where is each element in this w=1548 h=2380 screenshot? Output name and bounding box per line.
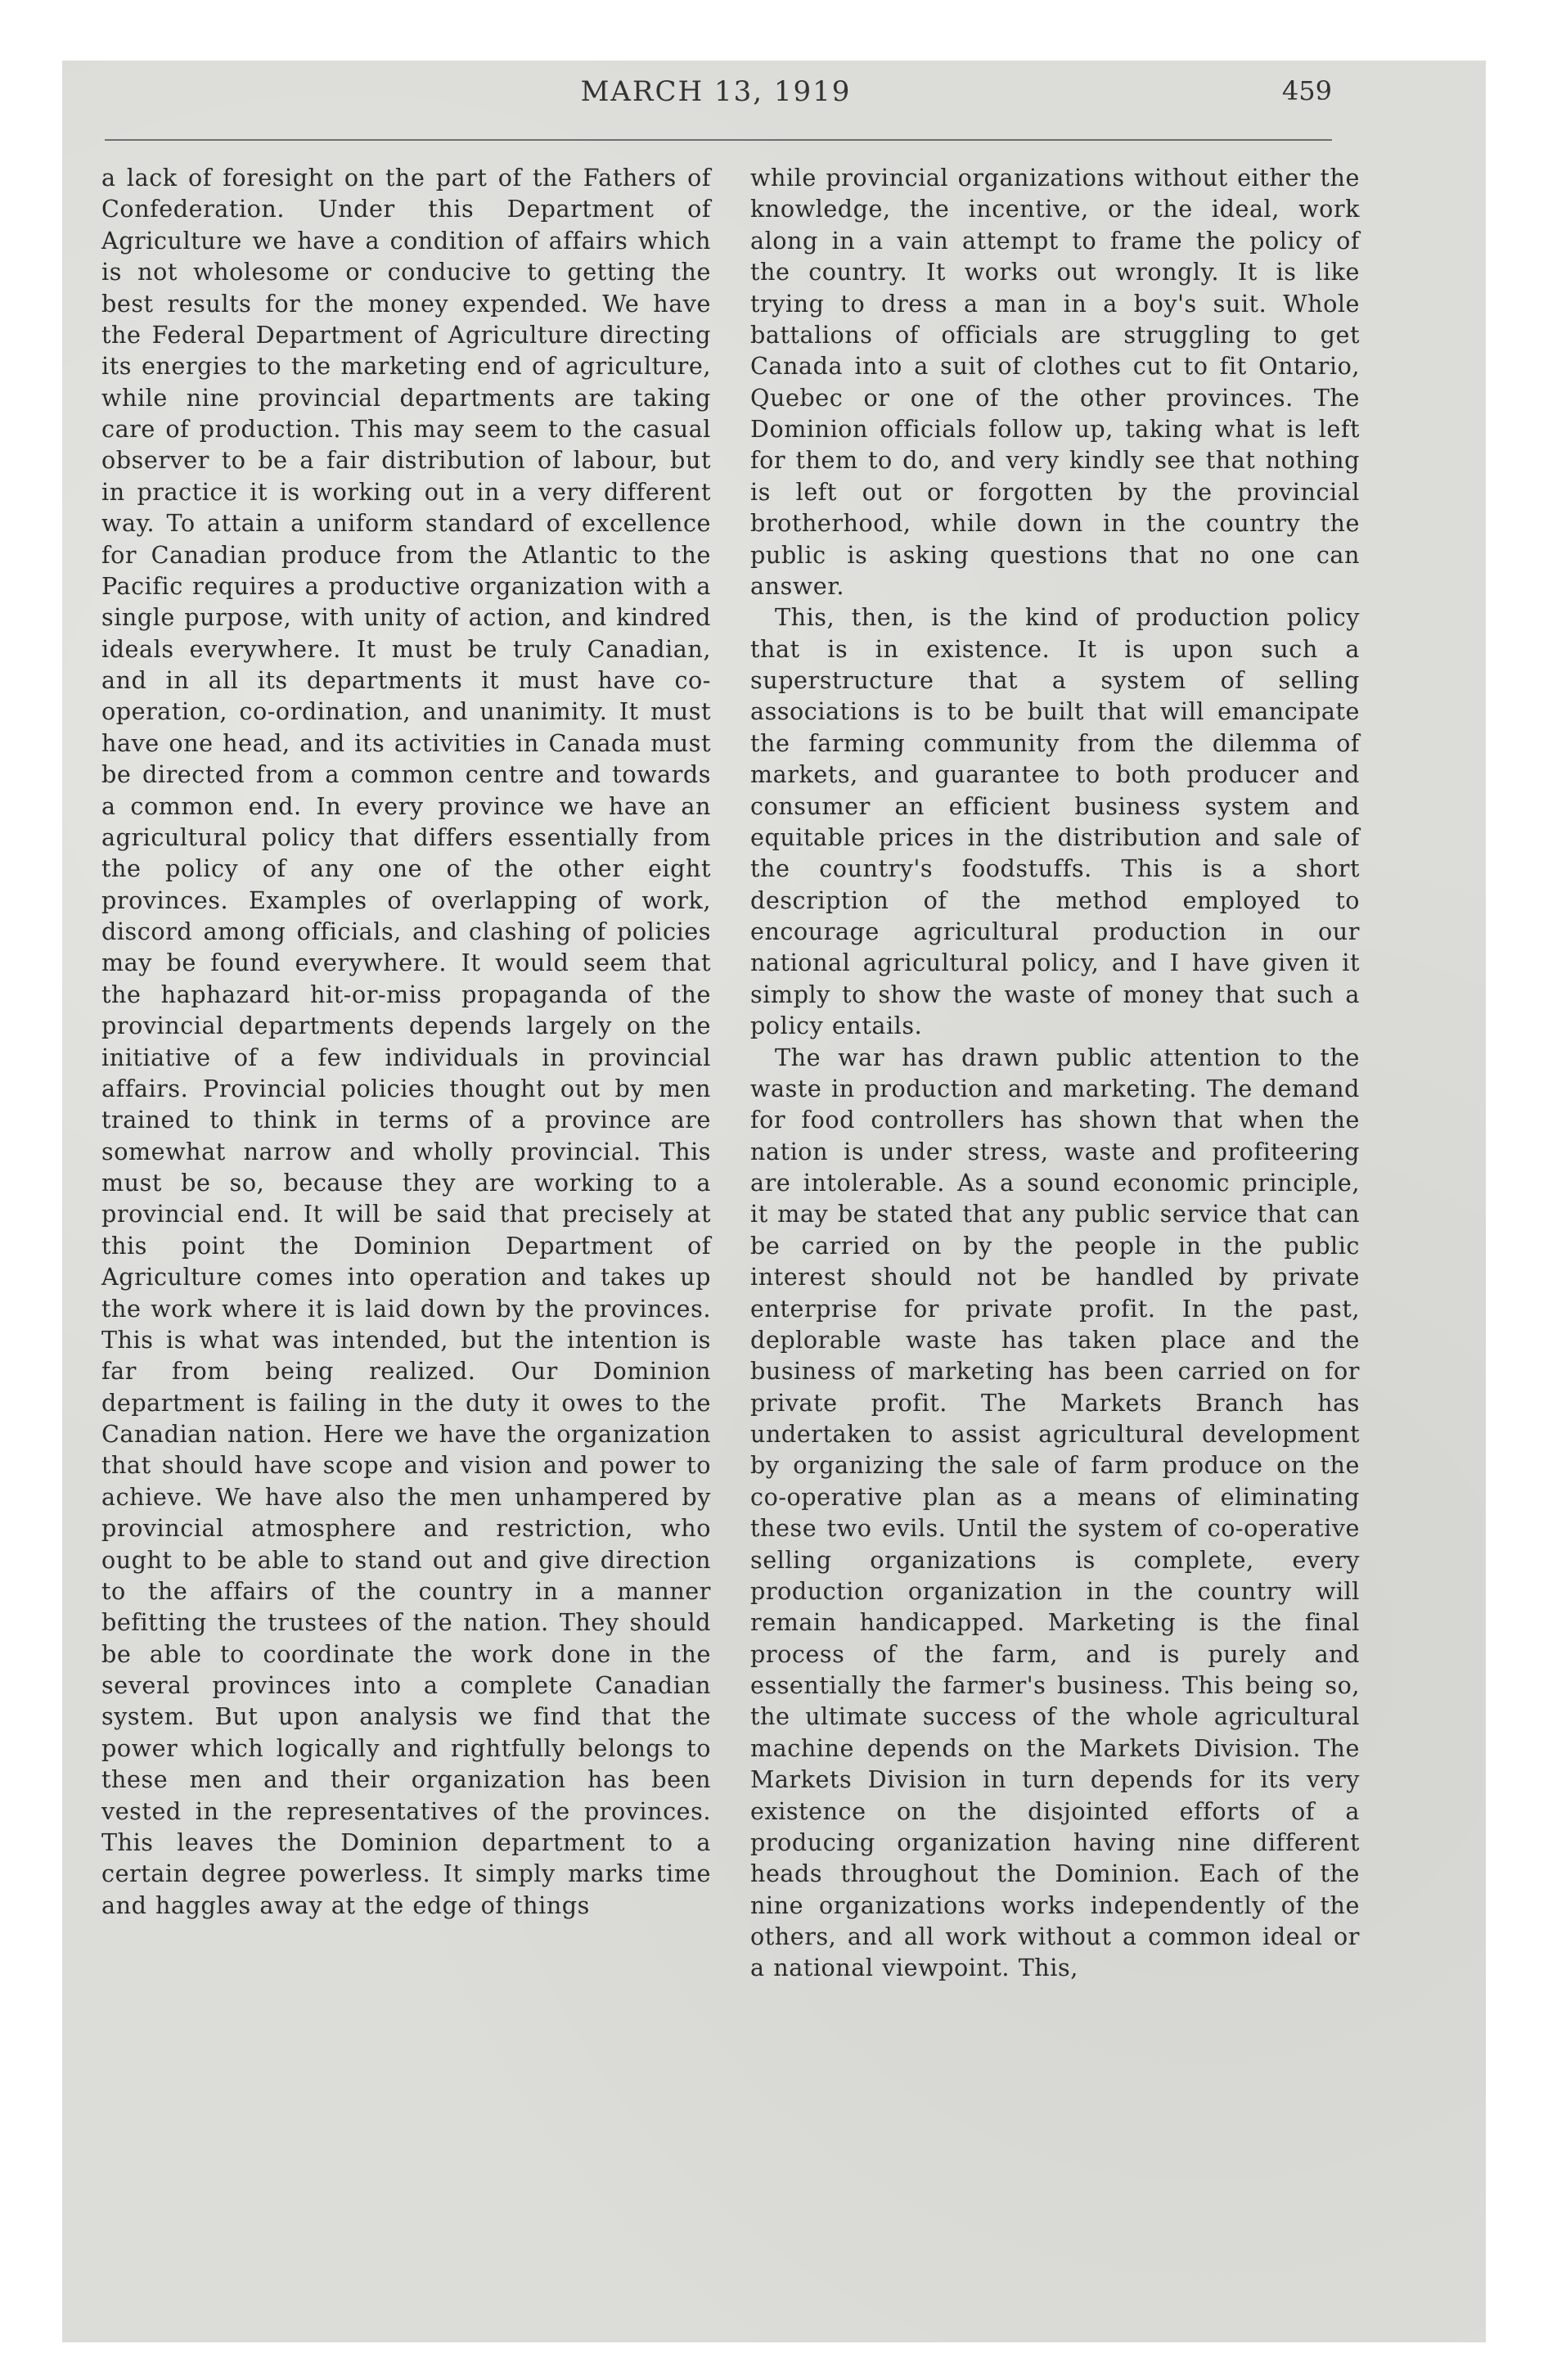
paragraph: while provincial organizations without either the knowledge, the incentive, or the ideal, work along in a vain attempt to frame the policy of the country. It works out wrongly. It is like trying to dress a man in a boy's suit. Whole battalions of officials are struggling to get Canada into a suit of clothes cut to fit Ontario, Quebec or one of the other provinces. The Dominion officials follow up, taking what is left for them to do, and very kindly see that nothing is left out or forgotten by the provincial brotherhood, while down in the country the public is asking questions that no one can answer.	[750, 164, 1360, 600]
paragraph: a lack of foresight on the part of the Fathers of Confederation. Under this Department of Agriculture we have a condition of affairs which is not wholesome or conducive to getting the best results for the money expended. We have the Federal Department of Agriculture directing its energies to the marketing end of agriculture, while nine provincial departments are taking care of production. This may seem to the casual observer to be a fair distribution of labour, but in practice it is working out in a very different way. To attain a uniform standard of excellence for Canadian produce from the Atlantic to the Pacific requires a productive organization with a single purpose, with unity of action, and kindred ideals everywhere. It must be truly Canadian, and in all its departments it must have co-operation, co-ordination, and unanimity. It must have one head, and its activities in Canada must be directed from a common centre and towards a common end. In every province we have an agricultural policy that differs essentially from the policy of any one of the other eight provinces. Examples of overlapping of work, discord among officials, and clashing of policies may be found everywhere. It would seem that the haphazard hit-or-miss propaganda of the provincial departments depends largely on the initiative of a few individuals in provincial affairs. Provincial policies thought out by men trained to think in terms of a province are somewhat narrow and wholly provincial. This must be so, because they are working to a provincial end. It will be said that precisely at this point the Dominion Department of Agriculture comes into operation and takes up the work where it is laid down by the provinces. This is what was intended, but the intention is far from being realized. Our Dominion department is failing in the duty it owes to the Canadian nation. Here we have the organization that should have scope and vision and power to achieve. We have also the men unhampered by provincial atmosphere and restriction, who ought to be able to stand out and give direction to the affairs of the country in a manner befitting the trustees of the nation. They should be able to coordinate the work done in the several provinces into a complete Canadian system. But upon analysis we find that the power which logically and rightfully belongs to these men and their organization has been vested in the representatives of the provinces. This leaves the Dominion department to a certain degree powerless. It simply marks time and haggles away at the edge of things	[101, 164, 711, 1919]
paragraph: This, then, is the kind of production policy that is in existence. It is upon such a superstructure that a system of selling associations is to be built that will emancipate the farming community from the dilemma of markets, and guarantee to both producer and consumer an efficient business system and equitable prices in the distribution and sale of the country's foodstuffs. This is a short description of the method employed to encourage agricultural production in our national agricultural policy, and I have given it simply to show the waste of money that such a policy entails.	[750, 603, 1360, 1040]
running-title: MARCH 13, 1919	[580, 75, 852, 108]
paragraph: The war has drawn public attention to the waste in production and marketing. The demand for food controllers has shown that when the nation is under stress, waste and profiteering are intolerable. As a sound economic principle, it may be stated that any public service that can be carried on by the people in the public interest should not be handled by private enterprise for private profit. In the past, deplorable waste has taken place and the business of marketing has been carried on for private profit. The Markets Branch has undertaken to assist agricultural development by organizing the sale of farm produce on the co-operative plan as a means of eliminating these two evils. Until the system of co-operative selling organizations is complete, every production organization in the country will remain handicapped. Marketing is the final process of the farm, and is purely and essentially the farmer's business. This being so, the ultimate success of the whole agricultural machine depends on the Markets Division. The Markets Division in turn depends for its very existence on the disjointed efforts of a producing organization having nine different heads throughout the Dominion. Each of the nine organizations works independently of the others, and all work without a common ideal or a national viewpoint. This,	[750, 1043, 1360, 1982]
header-rule	[105, 139, 1332, 141]
page-number: 459	[1281, 75, 1332, 106]
running-header	[100, 75, 1332, 124]
right-column	[750, 162, 1360, 2290]
left-column	[101, 162, 711, 2290]
